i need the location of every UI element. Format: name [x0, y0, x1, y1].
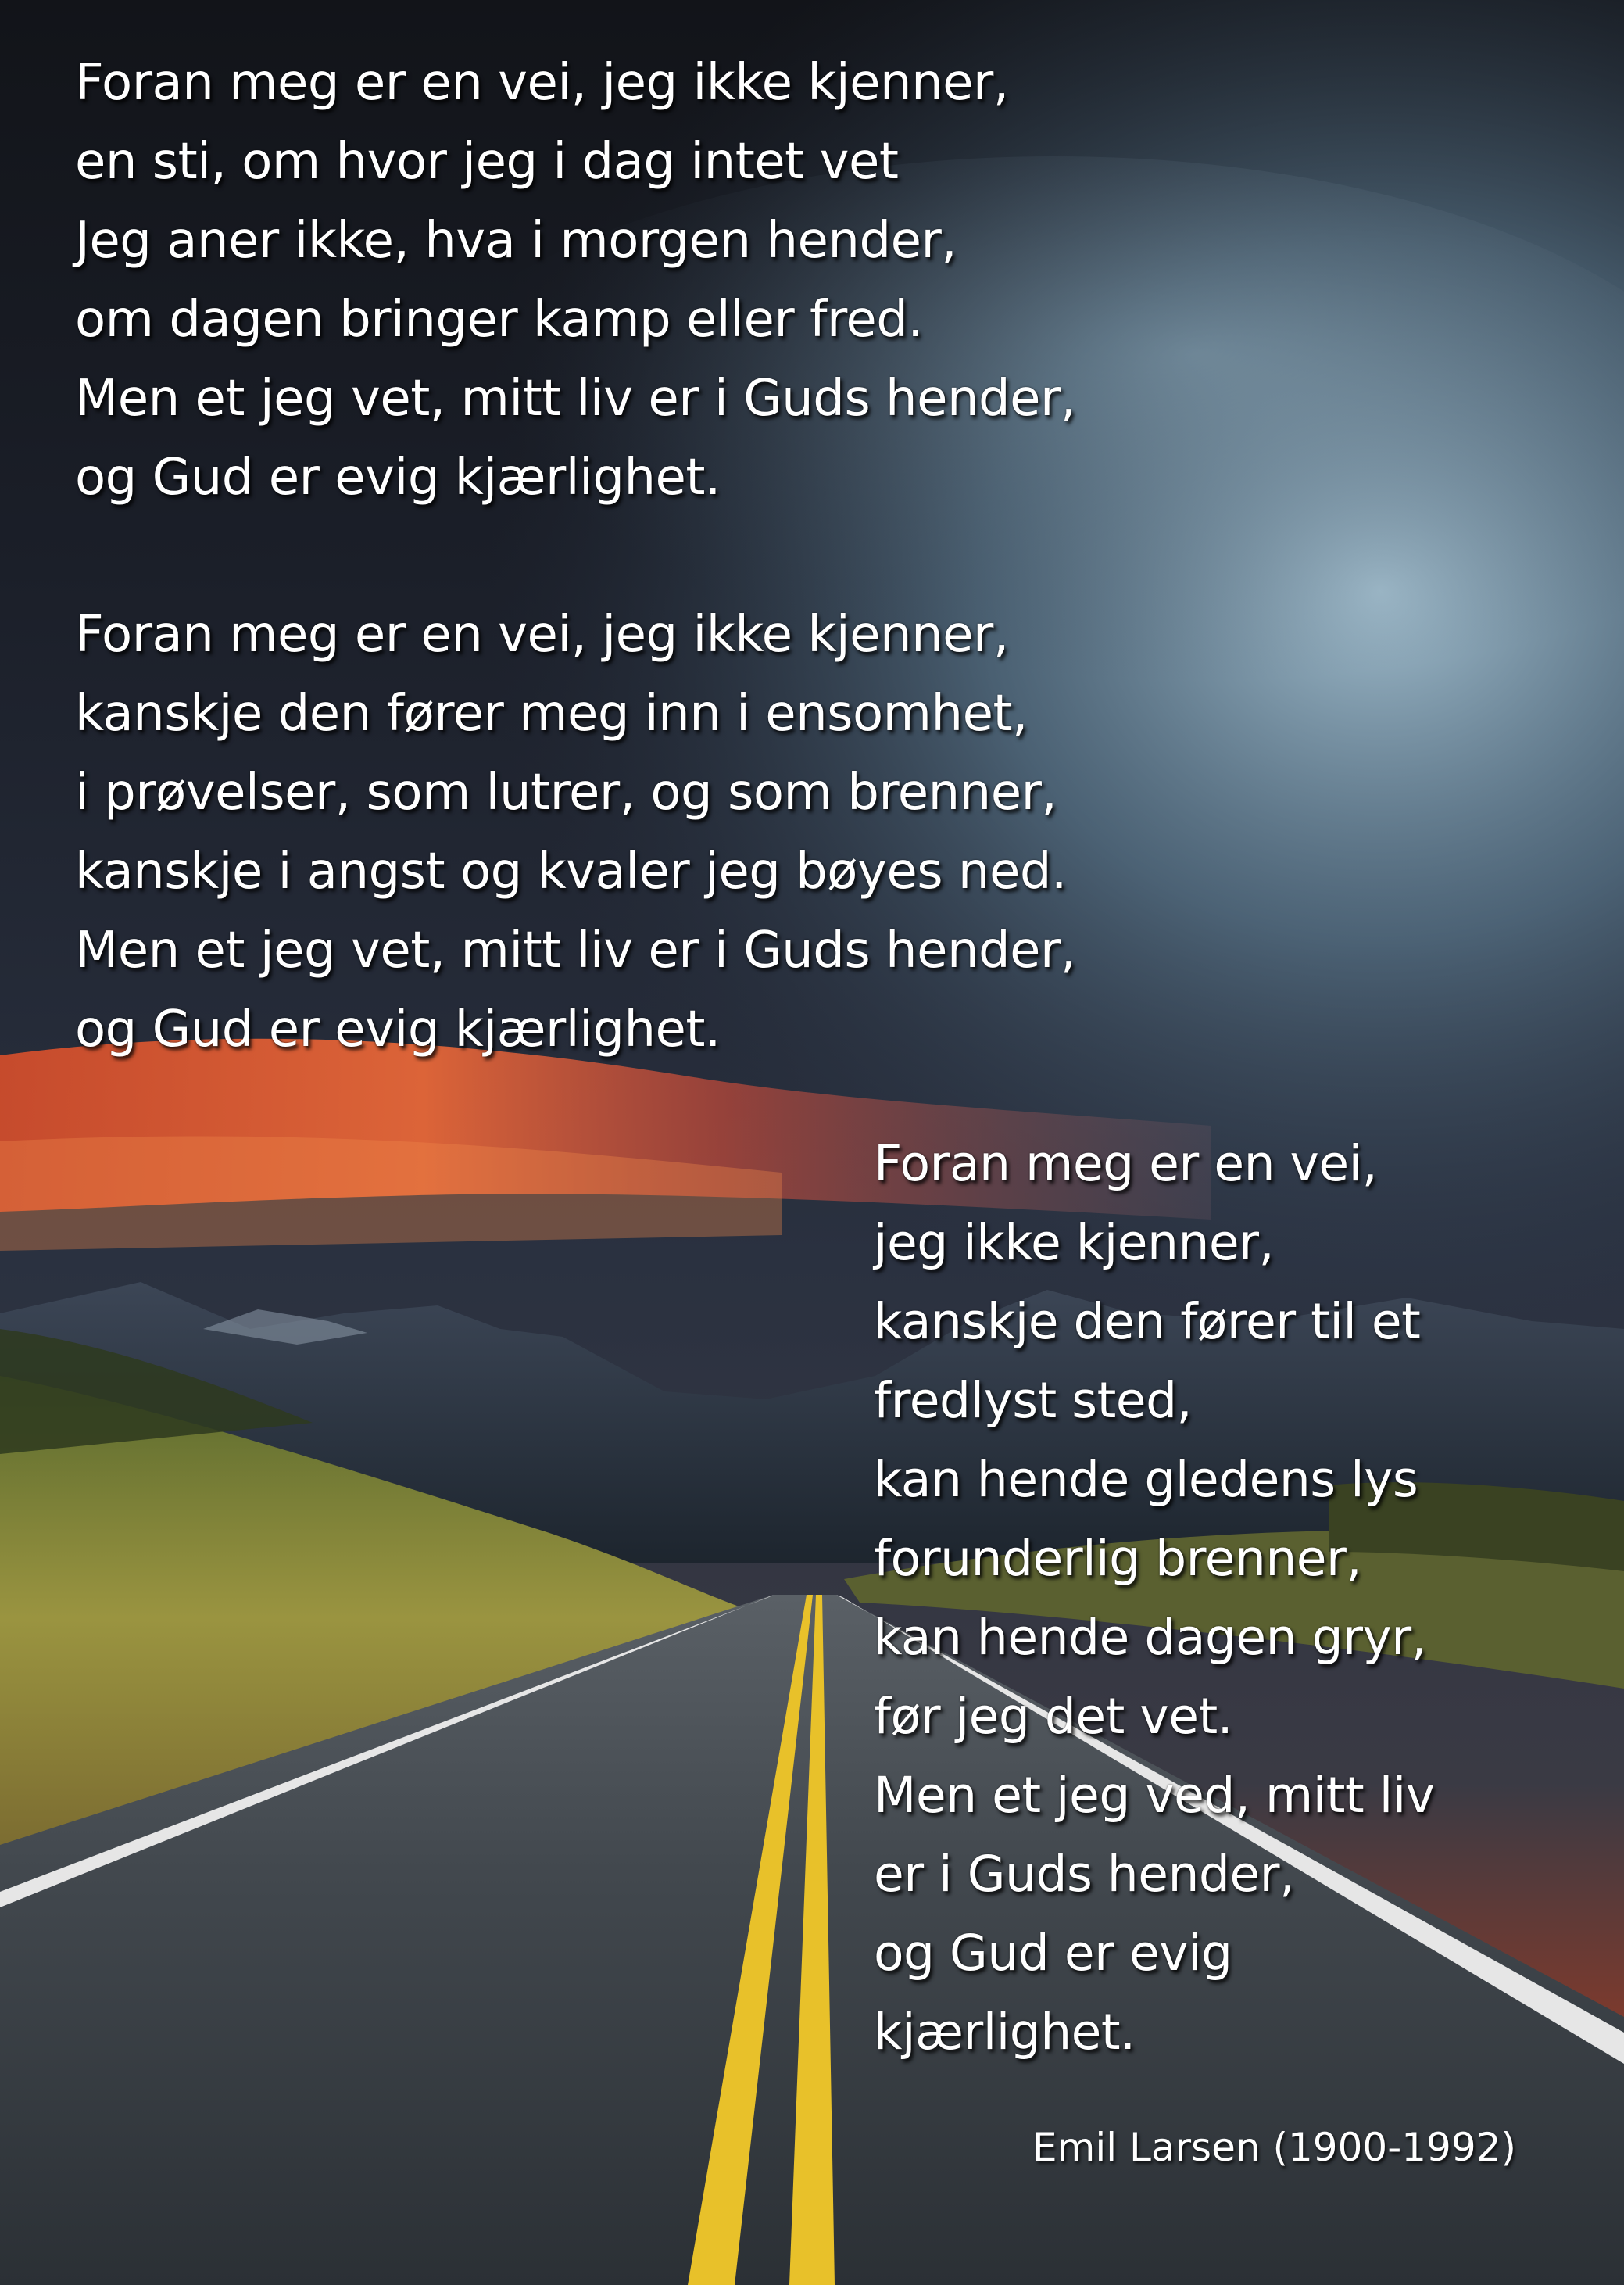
poem-line: er i Guds hender,	[874, 1846, 1295, 1903]
poem-line: om dagen bringer kamp eller fred.	[75, 291, 924, 349]
poem-stanza-1	[75, 44, 1076, 518]
poem-line: Foran meg er en vei,	[874, 1135, 1378, 1192]
poem-line: før jeg det vet.	[874, 1688, 1233, 1745]
poem-line: en sti, om hvor jeg i dag intet vet	[75, 133, 899, 191]
poem-line: kan hende dagen gryr,	[874, 1609, 1427, 1666]
poem-line: kjærlighet.	[874, 2004, 1136, 2061]
poem-line: Jeg aner ikke, hva i morgen hender,	[75, 212, 957, 270]
poem-stanza-2	[75, 596, 1076, 1069]
poem-line: i prøvelser, som lutrer, og som brenner,	[75, 764, 1057, 822]
poem-line: og Gud er evig kjærlighet.	[75, 1001, 721, 1058]
poem-line: Men et jeg vet, mitt liv er i Guds hender,	[75, 370, 1076, 428]
poem-line: Foran meg er en vei, jeg ikke kjenner,	[75, 606, 1009, 664]
poem-line: og Gud er evig kjærlighet.	[75, 449, 721, 507]
poem-line: og Gud er evig	[874, 1925, 1232, 1982]
poem-line: Men et jeg ved, mitt liv	[874, 1767, 1435, 1824]
poem-line: kanskje i angst og kvaler jeg bøyes ned.	[75, 843, 1067, 901]
poem-line: kanskje den fører til et	[874, 1293, 1421, 1350]
poem-line: Foran meg er en vei, jeg ikke kjenner,	[75, 54, 1009, 112]
poem-line: forunderlig brenner,	[874, 1530, 1361, 1587]
poem-stanza-3	[874, 1124, 1435, 2072]
poem-line: jeg ikke kjenner,	[874, 1214, 1275, 1271]
poem-line: fredlyst sted,	[874, 1372, 1193, 1429]
poem-line: kanskje den fører meg inn i ensomhet,	[75, 685, 1028, 743]
author-credit: Emil Larsen (1900-1992)	[1032, 2125, 1516, 2170]
poem-line: kan hende gledens lys	[874, 1451, 1418, 1508]
poem-line: Men et jeg vet, mitt liv er i Guds hender,	[75, 922, 1076, 980]
